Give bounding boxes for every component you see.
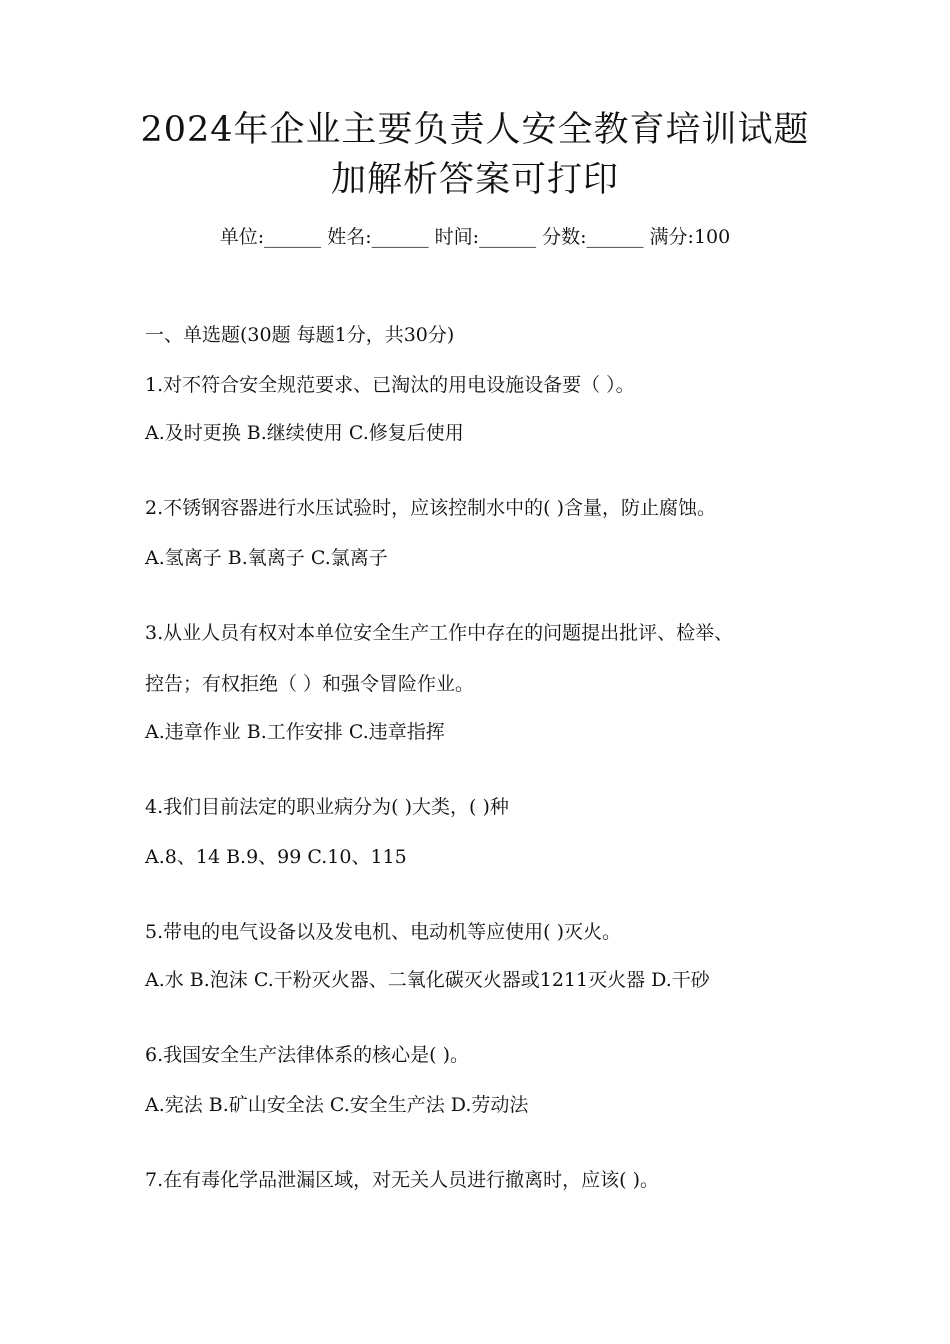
- question-2: 2.不锈钢容器进行水压试验时，应该控制水中的( )含量，防止腐蚀。: [145, 497, 716, 519]
- question-6: 6.我国安全生产法律体系的核心是( )。: [145, 1044, 469, 1066]
- question-1-options: A.及时更换 B.继续使用 C.修复后使用: [145, 422, 464, 444]
- section-heading: 一、单选题(30题 每题1分，共30分): [145, 324, 455, 346]
- question-3-options: A.违章作业 B.工作安排 C.违章指挥: [145, 721, 445, 743]
- document-title-line2: 加解析答案可打印: [330, 160, 619, 200]
- document-title-line1: 2024年企业主要负责人安全教育培训试题: [140, 110, 810, 150]
- question-4-options: A.8、14 B.9、99 C.10、115: [145, 846, 407, 868]
- question-5: 5.带电的电气设备以及发电机、电动机等应使用( )灭火。: [145, 921, 621, 943]
- question-5-options: A.水 B.泡沫 C.干粉灭火器、二氧化碳灭火器或1211灭火器 D.干砂: [145, 969, 710, 991]
- question-7: 7.在有毒化学品泄漏区域，对无关人员进行撤离时，应该( )。: [145, 1169, 659, 1191]
- exam-meta-fields: 单位:______ 姓名:______ 时间:______ 分数:______ 满分:100: [219, 226, 731, 248]
- question-2-options: A.氢离子 B.氧离子 C.氯离子: [145, 547, 388, 569]
- question-4: 4.我们目前法定的职业病分为( )大类，( )种: [145, 796, 509, 818]
- question-3-line2: 控告；有权拒绝（ ）和强令冒险作业。: [145, 673, 475, 695]
- question-1: 1.对不符合安全规范要求、已淘汰的用电设施设备要（ ）。: [145, 374, 635, 396]
- question-6-options: A.宪法 B.矿山安全法 C.安全生产法 D.劳动法: [145, 1094, 529, 1116]
- question-3-line1: 3.从业人员有权对本单位安全生产工作中存在的问题提出批评、检举、: [145, 622, 734, 644]
